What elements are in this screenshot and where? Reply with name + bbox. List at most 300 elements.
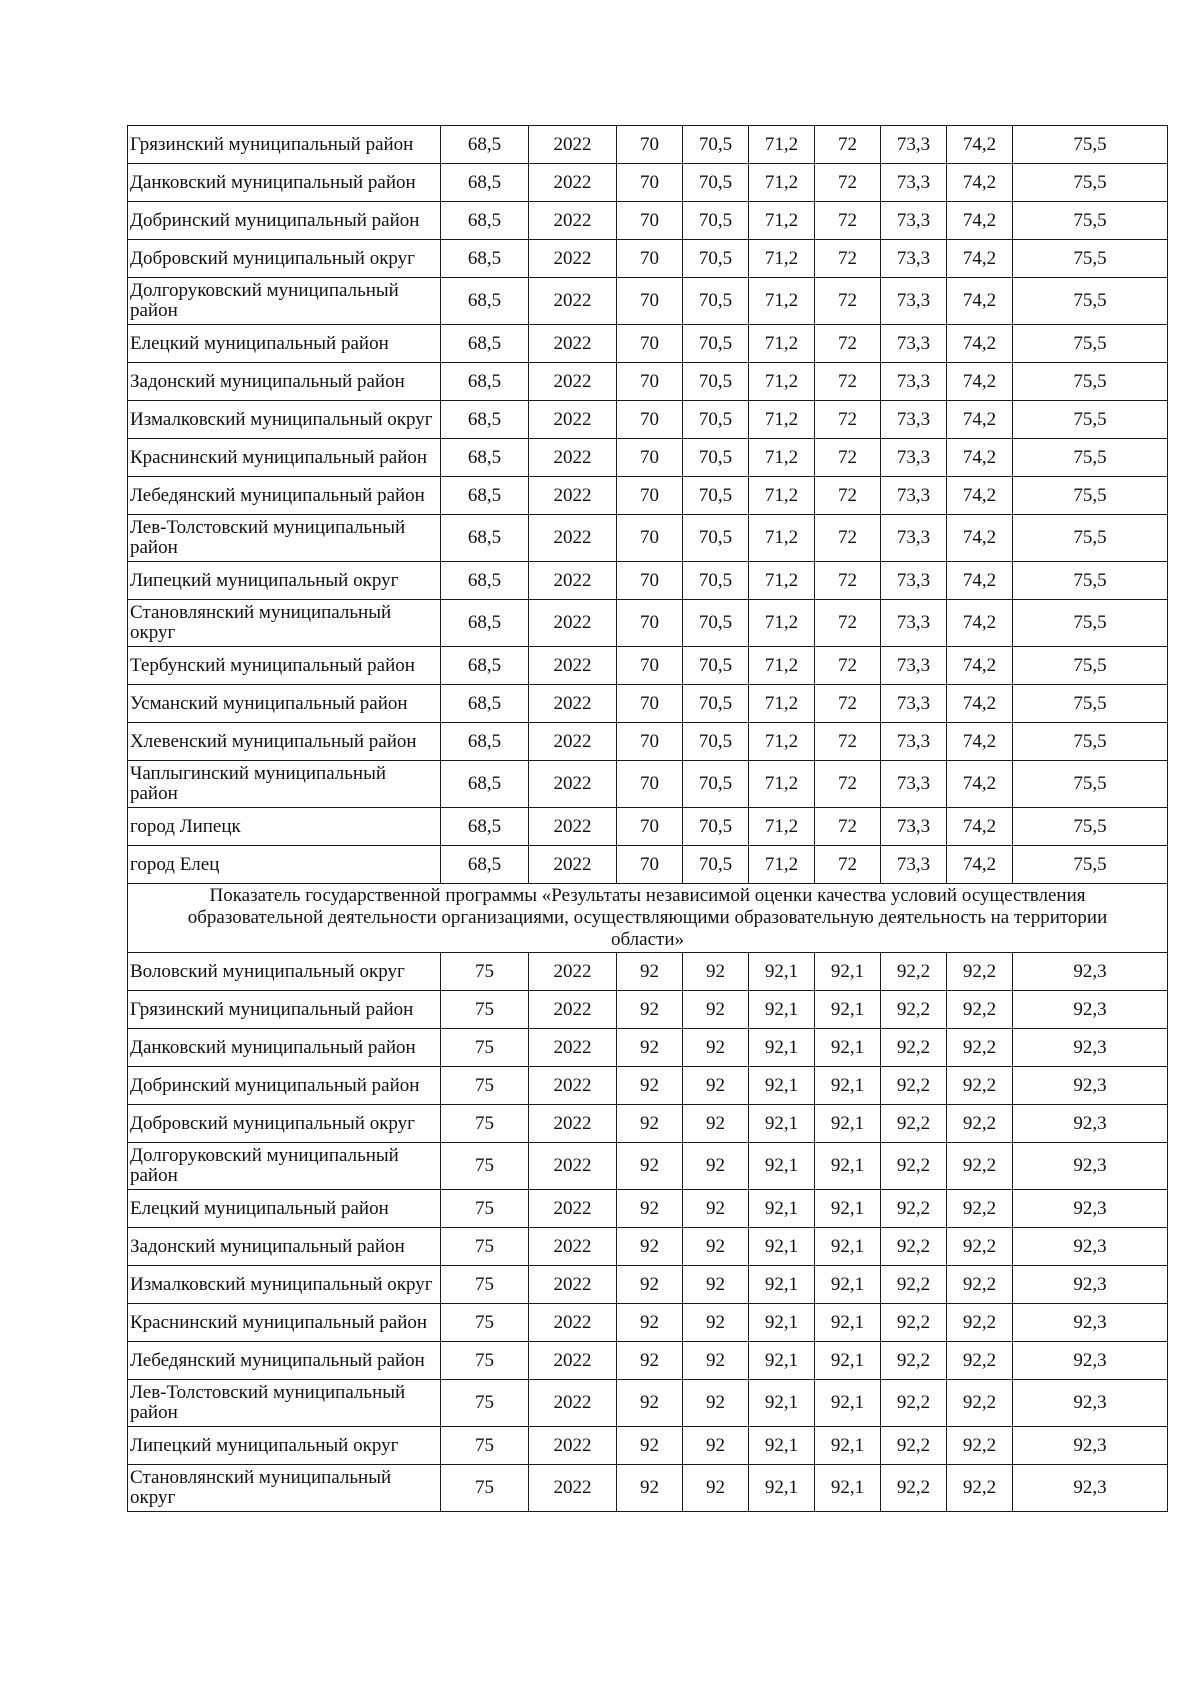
value-cell: 2022 bbox=[529, 363, 617, 401]
value-cell: 70,5 bbox=[683, 363, 749, 401]
value-cell: 92,1 bbox=[815, 1190, 881, 1228]
value-cell: 70,5 bbox=[683, 685, 749, 723]
value-cell: 70 bbox=[617, 562, 683, 600]
table-row bbox=[128, 1228, 1168, 1266]
value-cell: 92,3 bbox=[1013, 1067, 1168, 1105]
value-cell: 73,3 bbox=[881, 723, 947, 761]
value-cell: 2022 bbox=[529, 1266, 617, 1304]
value-cell: 92,3 bbox=[1013, 953, 1168, 991]
value-cell: 2022 bbox=[529, 1228, 617, 1266]
value-cell: 70,5 bbox=[683, 515, 749, 562]
value-cell: 74,2 bbox=[947, 846, 1013, 884]
value-cell: 71,2 bbox=[749, 439, 815, 477]
table-body bbox=[128, 126, 1168, 1512]
value-cell: 75,5 bbox=[1013, 164, 1168, 202]
value-cell: 70 bbox=[617, 363, 683, 401]
value-cell: 74,2 bbox=[947, 126, 1013, 164]
value-cell: 92,2 bbox=[881, 991, 947, 1029]
value-cell: 92,3 bbox=[1013, 1029, 1168, 1067]
section-heading-row bbox=[128, 884, 1168, 953]
value-cell: 92 bbox=[683, 1143, 749, 1190]
value-cell: 74,2 bbox=[947, 202, 1013, 240]
value-cell: 92 bbox=[617, 1465, 683, 1512]
value-cell: 75 bbox=[441, 1029, 529, 1067]
value-cell: 92,1 bbox=[749, 1465, 815, 1512]
table-row bbox=[128, 808, 1168, 846]
value-cell: 2022 bbox=[529, 761, 617, 808]
value-cell: 73,3 bbox=[881, 685, 947, 723]
value-cell: 70 bbox=[617, 164, 683, 202]
value-cell: 73,3 bbox=[881, 477, 947, 515]
table-row bbox=[128, 1380, 1168, 1427]
value-cell: 75,5 bbox=[1013, 202, 1168, 240]
municipality-name: Добровский муниципальный округ bbox=[128, 1105, 441, 1143]
value-cell: 75 bbox=[441, 1228, 529, 1266]
value-cell: 72 bbox=[815, 278, 881, 325]
value-cell: 75,5 bbox=[1013, 515, 1168, 562]
value-cell: 70 bbox=[617, 240, 683, 278]
value-cell: 92,2 bbox=[881, 1143, 947, 1190]
value-cell: 75 bbox=[441, 1342, 529, 1380]
value-cell: 71,2 bbox=[749, 401, 815, 439]
value-cell: 92,1 bbox=[815, 1228, 881, 1266]
value-cell: 92,2 bbox=[881, 953, 947, 991]
value-cell: 92,1 bbox=[815, 1143, 881, 1190]
value-cell: 92,2 bbox=[947, 1105, 1013, 1143]
table-row bbox=[128, 126, 1168, 164]
value-cell: 2022 bbox=[529, 164, 617, 202]
value-cell: 68,5 bbox=[441, 761, 529, 808]
table-row bbox=[128, 1105, 1168, 1143]
value-cell: 74,2 bbox=[947, 240, 1013, 278]
value-cell: 70,5 bbox=[683, 477, 749, 515]
value-cell: 70,5 bbox=[683, 439, 749, 477]
value-cell: 70 bbox=[617, 761, 683, 808]
value-cell: 92,1 bbox=[749, 1190, 815, 1228]
value-cell: 92,2 bbox=[881, 1342, 947, 1380]
value-cell: 71,2 bbox=[749, 240, 815, 278]
table-row bbox=[128, 240, 1168, 278]
municipality-name: Липецкий муниципальный округ bbox=[128, 562, 441, 600]
value-cell: 2022 bbox=[529, 1465, 617, 1512]
value-cell: 72 bbox=[815, 515, 881, 562]
table-row bbox=[128, 1304, 1168, 1342]
value-cell: 92,2 bbox=[947, 1380, 1013, 1427]
value-cell: 71,2 bbox=[749, 761, 815, 808]
municipality-name: Грязинский муниципальный район bbox=[128, 991, 441, 1029]
value-cell: 92,1 bbox=[815, 1380, 881, 1427]
table-row bbox=[128, 1266, 1168, 1304]
value-cell: 92,3 bbox=[1013, 1105, 1168, 1143]
municipality-name: Краснинский муниципальный район bbox=[128, 1304, 441, 1342]
table-row bbox=[128, 439, 1168, 477]
table-row bbox=[128, 401, 1168, 439]
value-cell: 74,2 bbox=[947, 600, 1013, 647]
municipality-name: город Липецк bbox=[128, 808, 441, 846]
value-cell: 92,3 bbox=[1013, 1190, 1168, 1228]
value-cell: 92 bbox=[617, 1029, 683, 1067]
value-cell: 70 bbox=[617, 808, 683, 846]
municipality-name: Лев-Толстовский муниципальный район bbox=[128, 515, 441, 562]
value-cell: 92,1 bbox=[815, 1465, 881, 1512]
value-cell: 2022 bbox=[529, 562, 617, 600]
value-cell: 70 bbox=[617, 401, 683, 439]
value-cell: 70,5 bbox=[683, 278, 749, 325]
value-cell: 92,1 bbox=[749, 1105, 815, 1143]
table-row bbox=[128, 991, 1168, 1029]
value-cell: 92,2 bbox=[947, 1190, 1013, 1228]
value-cell: 72 bbox=[815, 723, 881, 761]
value-cell: 72 bbox=[815, 126, 881, 164]
value-cell: 73,3 bbox=[881, 600, 947, 647]
municipality-name: Добровский муниципальный округ bbox=[128, 240, 441, 278]
value-cell: 92 bbox=[617, 1190, 683, 1228]
value-cell: 75,5 bbox=[1013, 562, 1168, 600]
municipality-name: Грязинский муниципальный район bbox=[128, 126, 441, 164]
municipality-name: Елецкий муниципальный район bbox=[128, 1190, 441, 1228]
value-cell: 75,5 bbox=[1013, 401, 1168, 439]
value-cell: 70,5 bbox=[683, 761, 749, 808]
value-cell: 92,2 bbox=[947, 1304, 1013, 1342]
value-cell: 92 bbox=[617, 1143, 683, 1190]
value-cell: 2022 bbox=[529, 846, 617, 884]
value-cell: 71,2 bbox=[749, 685, 815, 723]
value-cell: 92,3 bbox=[1013, 1427, 1168, 1465]
table-row bbox=[128, 1342, 1168, 1380]
value-cell: 75 bbox=[441, 1067, 529, 1105]
value-cell: 92,1 bbox=[749, 1266, 815, 1304]
value-cell: 2022 bbox=[529, 439, 617, 477]
value-cell: 92,1 bbox=[749, 1228, 815, 1266]
value-cell: 72 bbox=[815, 761, 881, 808]
value-cell: 71,2 bbox=[749, 723, 815, 761]
table-row bbox=[128, 846, 1168, 884]
municipality-name: Лев-Толстовский муниципальный район bbox=[128, 1380, 441, 1427]
value-cell: 75,5 bbox=[1013, 126, 1168, 164]
value-cell: 92 bbox=[683, 1380, 749, 1427]
value-cell: 68,5 bbox=[441, 164, 529, 202]
municipality-name: Измалковский муниципальный округ bbox=[128, 401, 441, 439]
value-cell: 92 bbox=[683, 1427, 749, 1465]
municipality-name: Воловский муниципальный округ bbox=[128, 953, 441, 991]
value-cell: 92,3 bbox=[1013, 1465, 1168, 1512]
value-cell: 2022 bbox=[529, 1190, 617, 1228]
value-cell: 92,2 bbox=[881, 1304, 947, 1342]
value-cell: 2022 bbox=[529, 600, 617, 647]
table-row bbox=[128, 515, 1168, 562]
table-row bbox=[128, 363, 1168, 401]
value-cell: 72 bbox=[815, 562, 881, 600]
value-cell: 92,3 bbox=[1013, 1266, 1168, 1304]
value-cell: 71,2 bbox=[749, 325, 815, 363]
value-cell: 92 bbox=[683, 1067, 749, 1105]
value-cell: 92 bbox=[683, 1190, 749, 1228]
value-cell: 92 bbox=[683, 991, 749, 1029]
value-cell: 92,2 bbox=[947, 1342, 1013, 1380]
value-cell: 92,1 bbox=[749, 1380, 815, 1427]
table-row bbox=[128, 164, 1168, 202]
value-cell: 92,1 bbox=[749, 1067, 815, 1105]
value-cell: 2022 bbox=[529, 515, 617, 562]
municipality-name: Данковский муниципальный район bbox=[128, 164, 441, 202]
value-cell: 92,3 bbox=[1013, 1228, 1168, 1266]
value-cell: 2022 bbox=[529, 1304, 617, 1342]
value-cell: 92,1 bbox=[749, 1427, 815, 1465]
value-cell: 72 bbox=[815, 240, 881, 278]
value-cell: 92,1 bbox=[749, 1143, 815, 1190]
value-cell: 70 bbox=[617, 515, 683, 562]
value-cell: 72 bbox=[815, 164, 881, 202]
value-cell: 2022 bbox=[529, 401, 617, 439]
value-cell: 2022 bbox=[529, 1380, 617, 1427]
value-cell: 75 bbox=[441, 1143, 529, 1190]
value-cell: 92 bbox=[617, 1105, 683, 1143]
value-cell: 73,3 bbox=[881, 164, 947, 202]
municipality-name: Добринский муниципальный район bbox=[128, 202, 441, 240]
municipality-name: Становлянский муниципальный округ bbox=[128, 600, 441, 647]
value-cell: 75 bbox=[441, 1105, 529, 1143]
value-cell: 92,1 bbox=[749, 953, 815, 991]
value-cell: 70 bbox=[617, 846, 683, 884]
value-cell: 2022 bbox=[529, 685, 617, 723]
value-cell: 70,5 bbox=[683, 401, 749, 439]
value-cell: 70,5 bbox=[683, 600, 749, 647]
value-cell: 70 bbox=[617, 477, 683, 515]
value-cell: 70 bbox=[617, 685, 683, 723]
table-row bbox=[128, 761, 1168, 808]
value-cell: 70,5 bbox=[683, 562, 749, 600]
table-row bbox=[128, 953, 1168, 991]
value-cell: 70 bbox=[617, 202, 683, 240]
table-row bbox=[128, 600, 1168, 647]
value-cell: 92,2 bbox=[947, 1266, 1013, 1304]
value-cell: 75,5 bbox=[1013, 477, 1168, 515]
value-cell: 71,2 bbox=[749, 647, 815, 685]
value-cell: 92,1 bbox=[749, 1029, 815, 1067]
value-cell: 75,5 bbox=[1013, 808, 1168, 846]
value-cell: 70 bbox=[617, 647, 683, 685]
value-cell: 68,5 bbox=[441, 600, 529, 647]
value-cell: 68,5 bbox=[441, 278, 529, 325]
value-cell: 92 bbox=[617, 1380, 683, 1427]
value-cell: 92 bbox=[683, 1342, 749, 1380]
value-cell: 92 bbox=[683, 1105, 749, 1143]
section-heading: Показатель государственной программы «Результаты независимой оценки качества условий осуществления образовательной деятельности организациями, осуществляющими образовательную деятельность на территории области» bbox=[128, 884, 1168, 953]
value-cell: 72 bbox=[815, 808, 881, 846]
municipality-name: Чаплыгинский муниципальный район bbox=[128, 761, 441, 808]
table-row bbox=[128, 325, 1168, 363]
value-cell: 2022 bbox=[529, 1067, 617, 1105]
municipality-name: город Елец bbox=[128, 846, 441, 884]
value-cell: 71,2 bbox=[749, 126, 815, 164]
value-cell: 71,2 bbox=[749, 600, 815, 647]
value-cell: 2022 bbox=[529, 202, 617, 240]
value-cell: 92,2 bbox=[947, 1029, 1013, 1067]
value-cell: 73,3 bbox=[881, 240, 947, 278]
value-cell: 75,5 bbox=[1013, 600, 1168, 647]
municipality-name: Тербунский муниципальный район bbox=[128, 647, 441, 685]
value-cell: 75,5 bbox=[1013, 325, 1168, 363]
value-cell: 92 bbox=[617, 1342, 683, 1380]
value-cell: 75,5 bbox=[1013, 240, 1168, 278]
value-cell: 92 bbox=[617, 1266, 683, 1304]
value-cell: 92,2 bbox=[881, 1029, 947, 1067]
value-cell: 92,2 bbox=[947, 953, 1013, 991]
value-cell: 75,5 bbox=[1013, 685, 1168, 723]
value-cell: 71,2 bbox=[749, 202, 815, 240]
value-cell: 70,5 bbox=[683, 202, 749, 240]
value-cell: 92,2 bbox=[947, 1143, 1013, 1190]
value-cell: 70 bbox=[617, 278, 683, 325]
value-cell: 75 bbox=[441, 1304, 529, 1342]
value-cell: 2022 bbox=[529, 325, 617, 363]
municipality-name: Становлянский муниципальный округ bbox=[128, 1465, 441, 1512]
value-cell: 73,3 bbox=[881, 325, 947, 363]
value-cell: 71,2 bbox=[749, 846, 815, 884]
value-cell: 68,5 bbox=[441, 723, 529, 761]
value-cell: 73,3 bbox=[881, 761, 947, 808]
value-cell: 92,1 bbox=[815, 1105, 881, 1143]
value-cell: 92,2 bbox=[881, 1067, 947, 1105]
value-cell: 71,2 bbox=[749, 363, 815, 401]
value-cell: 92 bbox=[683, 1304, 749, 1342]
value-cell: 92,2 bbox=[881, 1105, 947, 1143]
value-cell: 75 bbox=[441, 1465, 529, 1512]
value-cell: 92 bbox=[617, 1067, 683, 1105]
value-cell: 92 bbox=[683, 1228, 749, 1266]
value-cell: 2022 bbox=[529, 1105, 617, 1143]
table-row bbox=[128, 647, 1168, 685]
value-cell: 74,2 bbox=[947, 439, 1013, 477]
value-cell: 92,3 bbox=[1013, 991, 1168, 1029]
value-cell: 75 bbox=[441, 1380, 529, 1427]
value-cell: 72 bbox=[815, 846, 881, 884]
value-cell: 2022 bbox=[529, 240, 617, 278]
value-cell: 74,2 bbox=[947, 515, 1013, 562]
table-row bbox=[128, 1190, 1168, 1228]
value-cell: 92 bbox=[617, 1304, 683, 1342]
value-cell: 72 bbox=[815, 439, 881, 477]
value-cell: 72 bbox=[815, 685, 881, 723]
table-row bbox=[128, 1143, 1168, 1190]
value-cell: 70,5 bbox=[683, 723, 749, 761]
municipality-name: Измалковский муниципальный округ bbox=[128, 1266, 441, 1304]
value-cell: 92,2 bbox=[881, 1266, 947, 1304]
value-cell: 70 bbox=[617, 126, 683, 164]
value-cell: 74,2 bbox=[947, 647, 1013, 685]
value-cell: 74,2 bbox=[947, 401, 1013, 439]
value-cell: 75,5 bbox=[1013, 723, 1168, 761]
table-row bbox=[128, 1465, 1168, 1512]
value-cell: 72 bbox=[815, 363, 881, 401]
value-cell: 75,5 bbox=[1013, 846, 1168, 884]
value-cell: 2022 bbox=[529, 953, 617, 991]
value-cell: 73,3 bbox=[881, 846, 947, 884]
value-cell: 75 bbox=[441, 953, 529, 991]
value-cell: 72 bbox=[815, 202, 881, 240]
indicators-table bbox=[127, 125, 1168, 1512]
value-cell: 92 bbox=[617, 1228, 683, 1266]
value-cell: 68,5 bbox=[441, 515, 529, 562]
value-cell: 68,5 bbox=[441, 325, 529, 363]
value-cell: 70,5 bbox=[683, 647, 749, 685]
value-cell: 68,5 bbox=[441, 562, 529, 600]
municipality-name: Краснинский муниципальный район bbox=[128, 439, 441, 477]
table-row bbox=[128, 562, 1168, 600]
municipality-name: Долгоруковский муниципальный район bbox=[128, 1143, 441, 1190]
municipality-name: Лебедянский муниципальный район bbox=[128, 1342, 441, 1380]
value-cell: 92,1 bbox=[815, 1266, 881, 1304]
value-cell: 70 bbox=[617, 600, 683, 647]
table-row bbox=[128, 723, 1168, 761]
value-cell: 2022 bbox=[529, 126, 617, 164]
table-row bbox=[128, 1067, 1168, 1105]
value-cell: 75,5 bbox=[1013, 761, 1168, 808]
value-cell: 68,5 bbox=[441, 240, 529, 278]
value-cell: 75 bbox=[441, 1190, 529, 1228]
value-cell: 72 bbox=[815, 401, 881, 439]
value-cell: 75,5 bbox=[1013, 647, 1168, 685]
value-cell: 75 bbox=[441, 1266, 529, 1304]
value-cell: 70 bbox=[617, 723, 683, 761]
value-cell: 73,3 bbox=[881, 202, 947, 240]
value-cell: 70 bbox=[617, 325, 683, 363]
value-cell: 92,2 bbox=[881, 1228, 947, 1266]
value-cell: 92 bbox=[683, 1266, 749, 1304]
table-row bbox=[128, 1427, 1168, 1465]
value-cell: 70,5 bbox=[683, 325, 749, 363]
value-cell: 72 bbox=[815, 325, 881, 363]
value-cell: 68,5 bbox=[441, 846, 529, 884]
value-cell: 72 bbox=[815, 477, 881, 515]
value-cell: 70,5 bbox=[683, 846, 749, 884]
value-cell: 2022 bbox=[529, 1427, 617, 1465]
value-cell: 92,1 bbox=[815, 1029, 881, 1067]
value-cell: 92 bbox=[617, 991, 683, 1029]
value-cell: 2022 bbox=[529, 1029, 617, 1067]
value-cell: 68,5 bbox=[441, 401, 529, 439]
value-cell: 73,3 bbox=[881, 278, 947, 325]
value-cell: 92,2 bbox=[881, 1380, 947, 1427]
municipality-name: Долгоруковский муниципальный район bbox=[128, 278, 441, 325]
value-cell: 2022 bbox=[529, 1342, 617, 1380]
value-cell: 92,2 bbox=[947, 991, 1013, 1029]
value-cell: 74,2 bbox=[947, 685, 1013, 723]
value-cell: 92,1 bbox=[815, 1427, 881, 1465]
value-cell: 68,5 bbox=[441, 439, 529, 477]
value-cell: 75,5 bbox=[1013, 439, 1168, 477]
value-cell: 92,2 bbox=[881, 1190, 947, 1228]
value-cell: 2022 bbox=[529, 991, 617, 1029]
value-cell: 92,1 bbox=[815, 1342, 881, 1380]
value-cell: 70 bbox=[617, 439, 683, 477]
value-cell: 70,5 bbox=[683, 164, 749, 202]
value-cell: 73,3 bbox=[881, 401, 947, 439]
value-cell: 92,2 bbox=[947, 1067, 1013, 1105]
value-cell: 92 bbox=[617, 1427, 683, 1465]
value-cell: 73,3 bbox=[881, 562, 947, 600]
value-cell: 92,1 bbox=[815, 953, 881, 991]
value-cell: 92,1 bbox=[815, 1067, 881, 1105]
value-cell: 92,3 bbox=[1013, 1143, 1168, 1190]
value-cell: 92 bbox=[617, 953, 683, 991]
value-cell: 74,2 bbox=[947, 363, 1013, 401]
value-cell: 74,2 bbox=[947, 761, 1013, 808]
table-row bbox=[128, 1029, 1168, 1067]
value-cell: 68,5 bbox=[441, 202, 529, 240]
municipality-name: Усманский муниципальный район bbox=[128, 685, 441, 723]
value-cell: 74,2 bbox=[947, 562, 1013, 600]
